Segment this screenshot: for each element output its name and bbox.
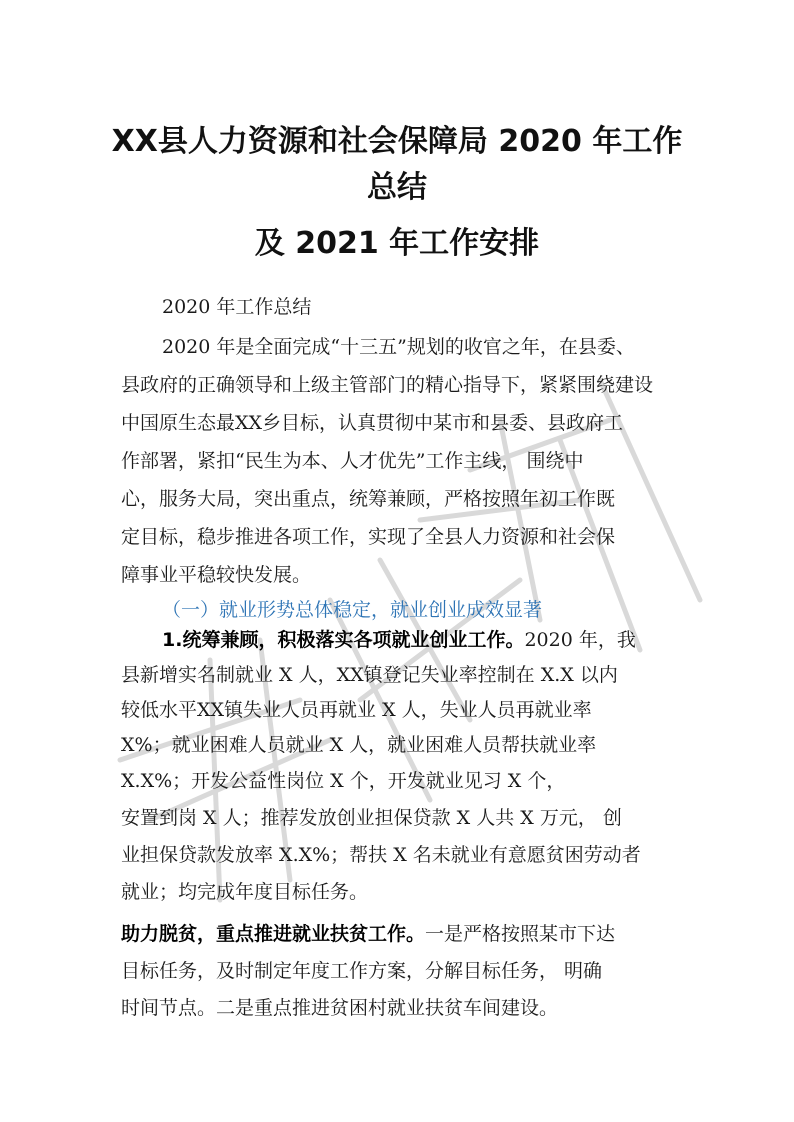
item1-line: 县新增实名制就业 X 人，XX镇登记失业率控制在 X.X 以内 bbox=[121, 664, 618, 686]
intro-line: 2020 年是全面完成“十三五”规划的收官之年，在县委、 bbox=[162, 336, 635, 358]
item1-bold-heading: 1.统筹兼顾，积极落实各项就业创业工作。 bbox=[162, 629, 525, 651]
item1-line: X%；就业困难人员就业 X 人，就业困难人员帮扶就业率 bbox=[121, 734, 597, 756]
document-title-line-1: XX县人力资源和社会保障局 2020 年工作 bbox=[111, 124, 683, 159]
item1-line: 安置到岗 X 人；推荐发放创业担保贷款 X 人共 X 万元， 创 bbox=[121, 807, 622, 829]
item2-line: 时间节点。二是重点推进贫困村就业扶贫车间建设。 bbox=[121, 997, 559, 1019]
intro-line: 中国原生态最XX乡目标，认真贯彻中某市和县委、县政府工 bbox=[121, 412, 624, 434]
section-heading: （一）就业形势总体稳定，就业创业成效显著 bbox=[162, 599, 543, 621]
item1-line: 业担保贷款发放率 X.X%；帮扶 X 名未就业有意愿贫困劳动者 bbox=[121, 844, 641, 866]
item1-line: 较低水平XX镇失业人员再就业 X 人，失业人员再就业率 bbox=[121, 699, 592, 721]
item2-bold-heading: 助力脱贫，重点推进就业扶贫工作。 bbox=[121, 923, 426, 945]
section-label: 2020 年工作总结 bbox=[162, 296, 312, 318]
intro-line: 障事业平稳较快发展。 bbox=[121, 564, 312, 586]
item2-first-text: 一是严格按照某市下达 bbox=[425, 923, 616, 945]
intro-line: 定目标，稳步推进各项工作，实现了全县人力资源和社会保 bbox=[121, 526, 616, 548]
document-title-line-3: 及 2021 年工作安排 bbox=[254, 226, 540, 261]
item2-line: 目标任务，及时制定年度工作方案，分解目标任务， 明确 bbox=[121, 960, 603, 982]
intro-line: 作部署，紧扣“民生为本、人才优先”工作主线， 围绕中 bbox=[121, 450, 584, 472]
item1-first-line bbox=[162, 628, 636, 652]
intro-line: 心，服务大局，突出重点，统筹兼顾，严格按照年初工作既 bbox=[121, 488, 616, 510]
item1-first-text: 2020 年，我 bbox=[524, 629, 636, 651]
item1-line: X.X%；开发公益性岗位 X 个，开发就业见习 X 个， bbox=[121, 770, 566, 792]
intro-line: 县政府的正确领导和上级主管部门的精心指导下，紧紧围绕建设 bbox=[121, 374, 654, 396]
document-title-line-2: 总结 bbox=[367, 170, 427, 205]
item2-first-line bbox=[121, 922, 615, 946]
item1-line: 就业；均完成年度目标任务。 bbox=[121, 881, 369, 903]
